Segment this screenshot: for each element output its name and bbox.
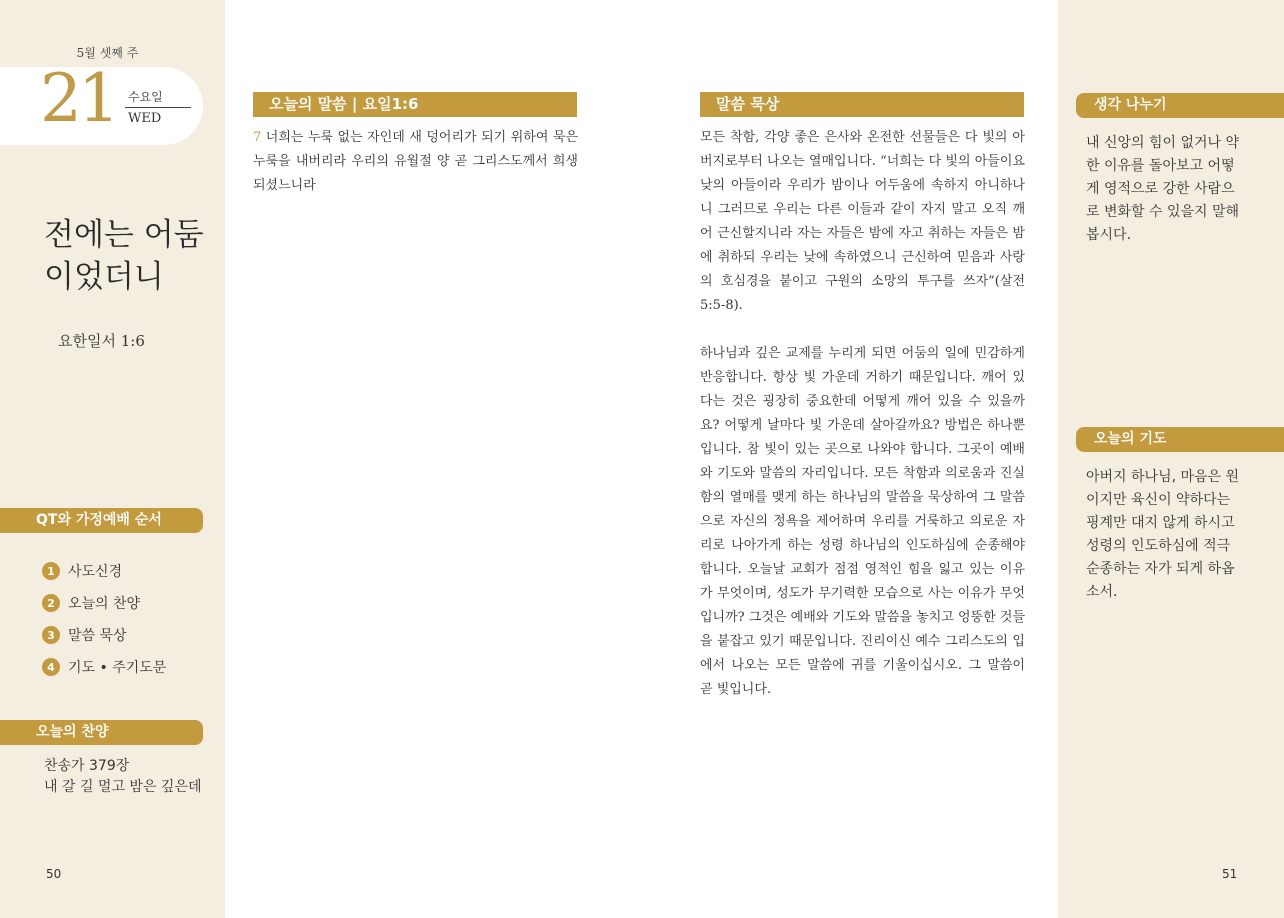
weekday-english: WED bbox=[128, 111, 162, 126]
hymn-heading: 오늘의 찬양 bbox=[0, 720, 203, 745]
order-item-label: 기도 • 주기도문 bbox=[68, 660, 167, 676]
week-label: 5월 셋째 주 bbox=[76, 46, 139, 60]
share-text: 내 신앙의 힘이 없거나 약한 이유를 돌아보고 어떻게 영적으로 강한 사람으로 변화할 수 있을지 말해 봅시다. bbox=[1086, 135, 1240, 243]
hymn-info bbox=[44, 756, 202, 798]
hymn-number: 찬송가 379장 bbox=[44, 758, 130, 774]
page-number-right: 51 bbox=[1222, 867, 1238, 881]
verse-body: 너희는 누룩 없는 자인데 새 덩어리가 되기 위하여 묵은 누룩을 내버리라 우리의 유월절 양 곧 그리스도께서 희생되셨느니라 bbox=[253, 130, 578, 193]
meditation-paragraph: 모든 착함, 각양 좋은 은사와 온전한 선물들은 다 빛의 아버지로부터 나오는 열매입니다. “너희는 다 빛의 아들이요 낮의 아들이라 우리가 밤이나 어두움에 속하지 아니하나니 그러므로 우리는 다른 이들과 같이 자지 말고 오직 깨어 근신할지니라 자는 자들은 밤에 자고 취하는 자들은 밤에 취하되 우리는 낮에 속하였으니 근신하여 믿음과 사랑의 호심경을 붙이고 구원의 소망의 투구를 쓰자”(살전5:5-8). bbox=[700, 130, 1025, 313]
order-item-label: 사도신경 bbox=[68, 564, 123, 580]
word-heading: 오늘의 말씀 | 요일1:6 bbox=[253, 92, 577, 117]
list-item bbox=[42, 587, 166, 619]
share-heading: 생각 나누기 bbox=[1076, 93, 1284, 118]
number-badge: 1 bbox=[42, 562, 60, 580]
weekday-korean: 수요일 bbox=[128, 90, 163, 104]
order-item-label: 오늘의 찬양 bbox=[68, 596, 141, 612]
worship-order-list bbox=[42, 555, 166, 683]
hymn-title: 내 갈 길 멀고 밤은 깊은데 bbox=[44, 779, 202, 795]
meditation-body bbox=[700, 126, 1025, 702]
prayer-heading: 오늘의 기도 bbox=[1076, 427, 1284, 452]
verse-number: 7 bbox=[253, 130, 262, 145]
order-item-label: 말씀 묵상 bbox=[68, 628, 127, 644]
order-heading: QT와 가정예배 순서 bbox=[0, 508, 203, 533]
list-item bbox=[42, 619, 166, 651]
date-number: 21 bbox=[40, 60, 116, 137]
prayer-text: 아버지 하나님, 마음은 원이지만 육신이 약하다는 핑계만 대지 않게 하시고 성령의 인도하심에 적극 순종하는 자가 되게 하옵소서. bbox=[1086, 469, 1240, 600]
meditation-paragraph: 하나님과 깊은 교제를 누리게 되면 어둠의 일에 민감하게 반응합니다. 항상 빛 가운데 거하기 때문입니다. 깨어 있다는 것은 굉장히 중요한데 어떻게 깨어 있을 수 있을까요? 어떻게 날마다 빛 가운데 살아갈까요? 방법은 하나뿐입니다. 참 빛이 있는 곳으로 나와야 합니다. 그곳이 예배와 기도와 말씀의 자리입니다. 모든 착함과 의로움과 진실함의 열매를 맺게 하는 하나님의 말씀을 묵상하여 그 말씀으로 자신의 정욕을 제어하며 우리를 거룩하고 의로운 자리로 나아가게 하는 성령 하나님의 인도하심에 순종해야 합니다. 오늘날 교회가 점점 영적인 힘을 잃고 있는 이유가 무엇이며, 성도가 무기력한 모습으로 사는 이유가 무엇입니까? 그것은 예배와 기도와 말씀을 놓치고 엉뚱한 것들을 붙잡고 있기 때문입니다. 진리이신 예수 그리스도의 입에서 나오는 모든 말씀에 귀를 기울이십시오. 그 말씀이 곧 빛입니다. bbox=[700, 346, 1025, 697]
list-item bbox=[42, 651, 166, 683]
weekday-divider bbox=[125, 107, 191, 108]
page-number-left: 50 bbox=[46, 867, 62, 881]
page-title: 전에는 어둠이었더니 bbox=[44, 217, 204, 295]
scripture-reference: 요한일서 1:6 bbox=[58, 332, 145, 350]
number-badge: 2 bbox=[42, 594, 60, 612]
number-badge: 3 bbox=[42, 626, 60, 644]
list-item bbox=[42, 555, 166, 587]
meditation-heading: 말씀 묵상 bbox=[700, 92, 1024, 117]
number-badge: 4 bbox=[42, 658, 60, 676]
verse-text bbox=[253, 126, 578, 198]
